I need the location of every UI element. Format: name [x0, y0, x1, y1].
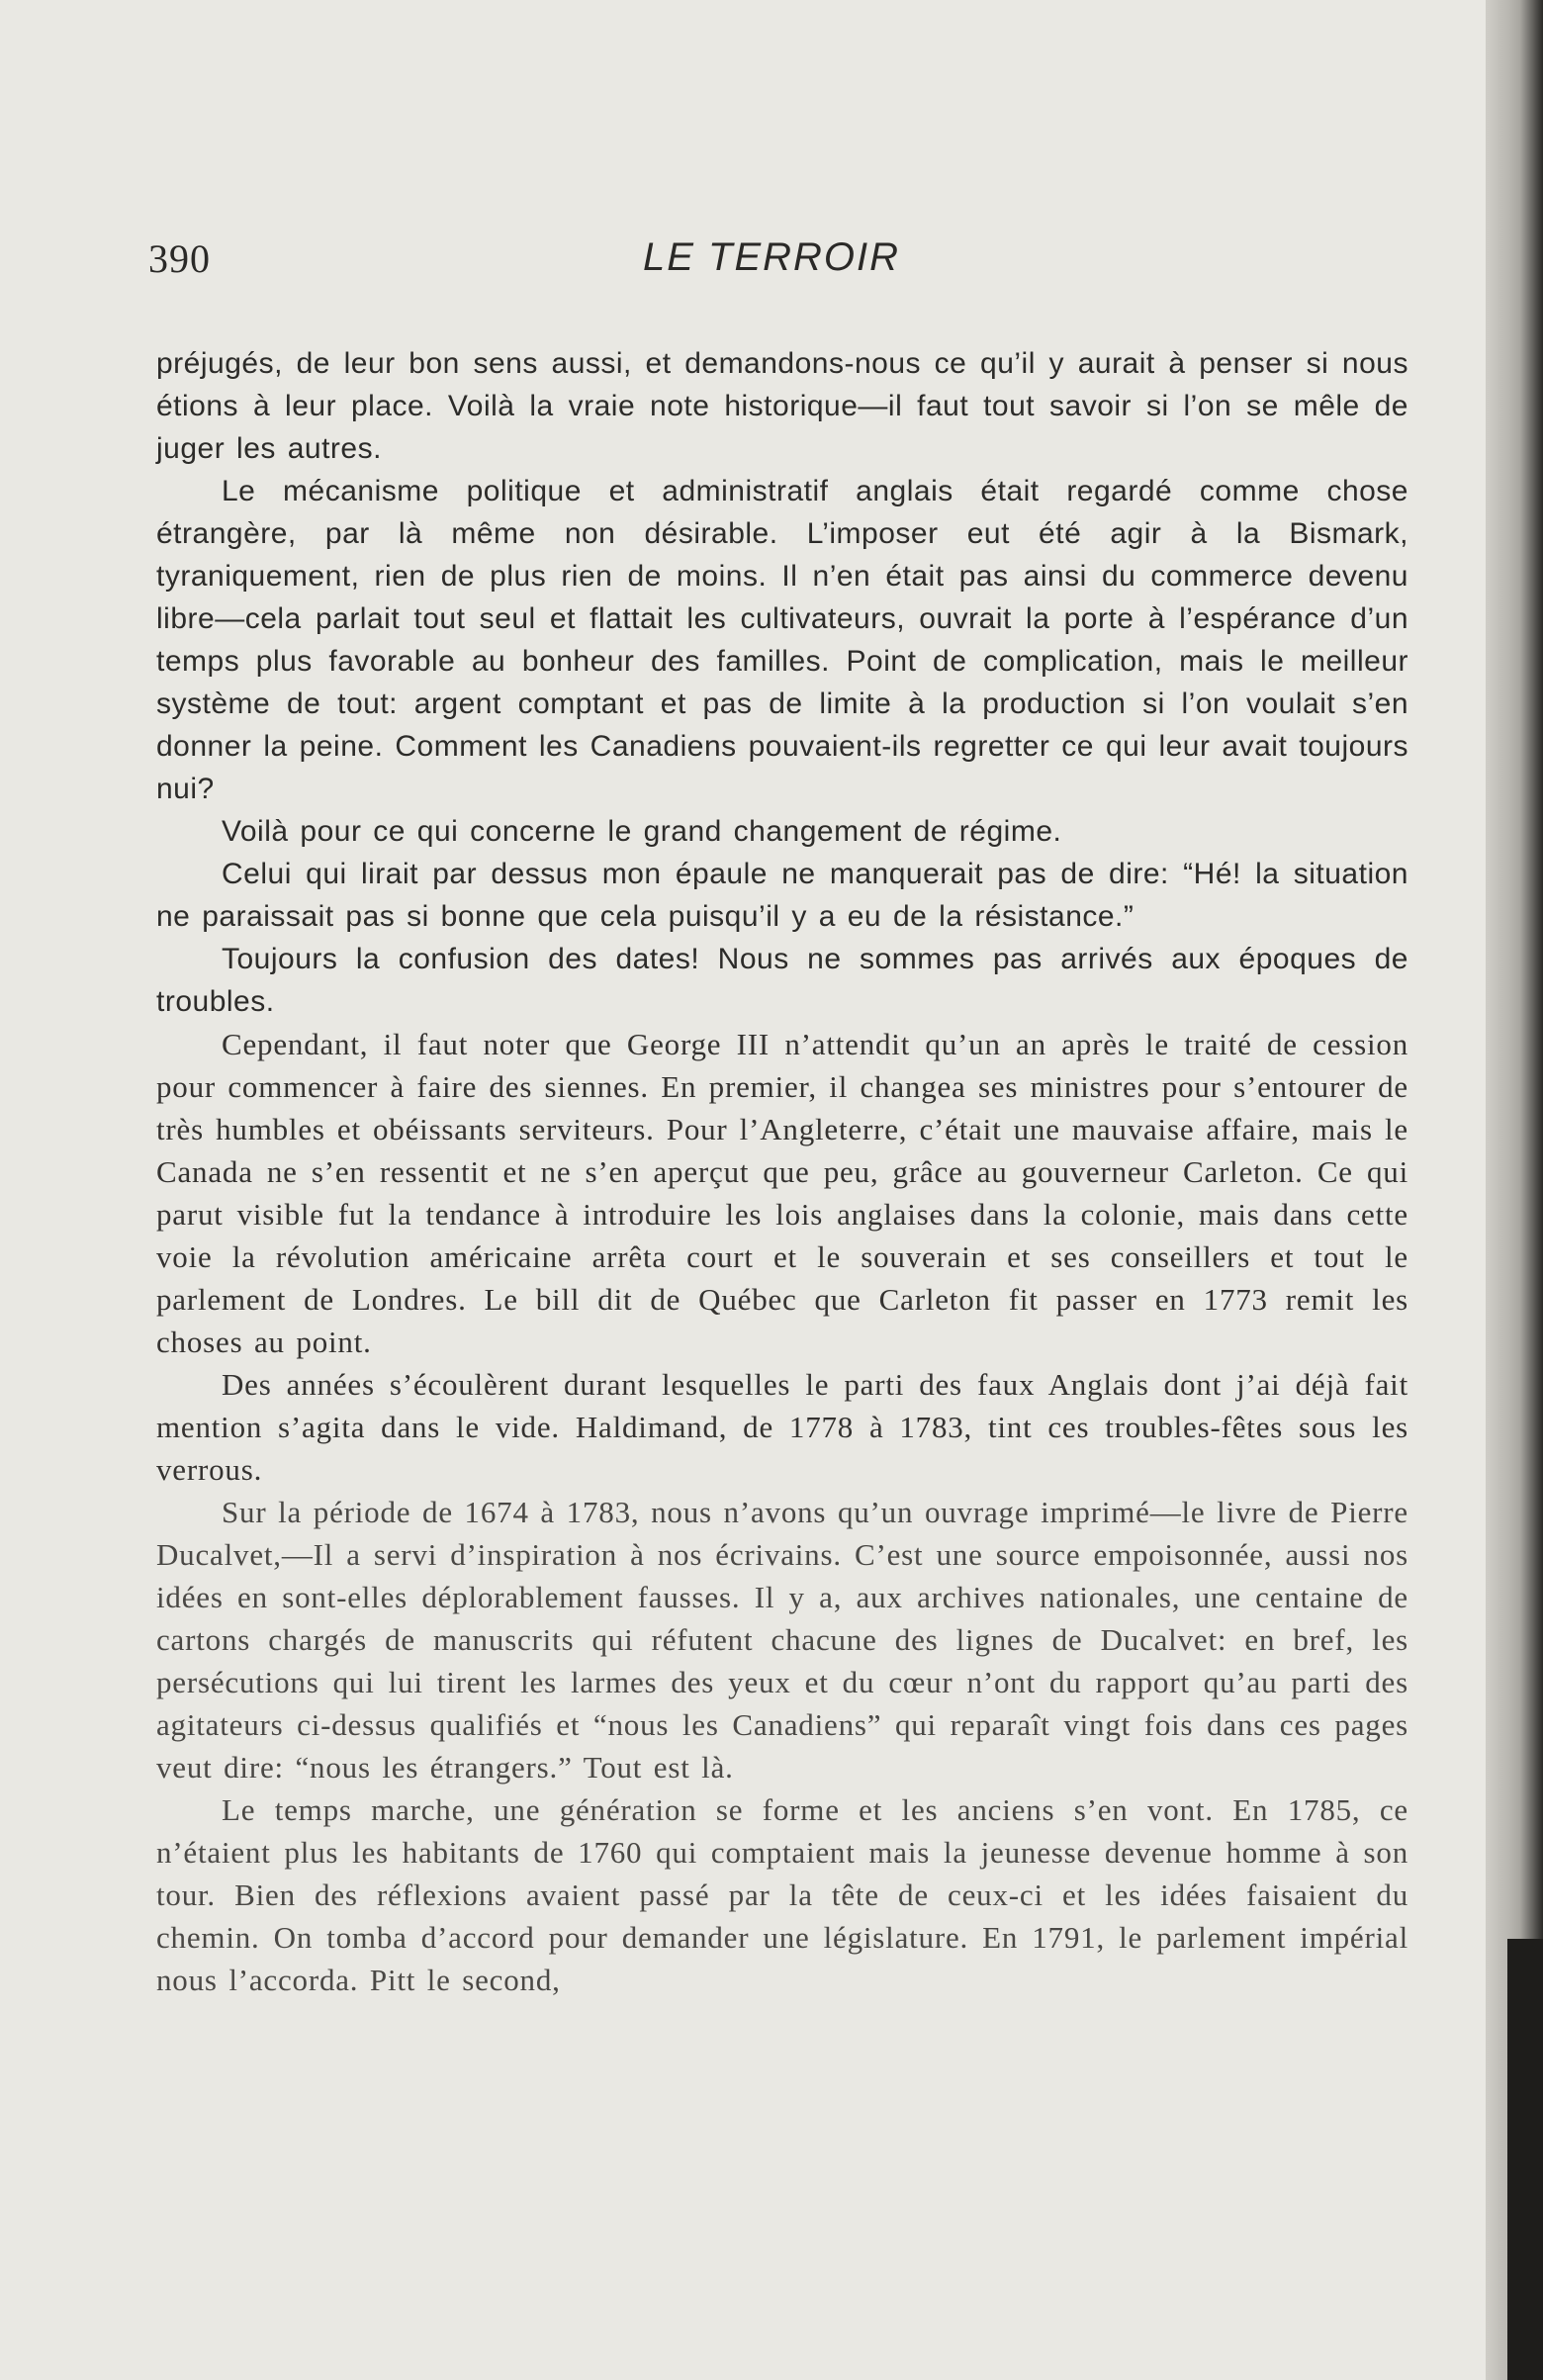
paragraph: Le temps marche, une génération se forme et les anciens s’en vont. En 1785, ce n’étaient plus les habitants de 1760 qui comptaient mais la jeunesse devenue homme à son tour. Bien des réflexions avaient passé par la tête de ceux-ci et les idées faisaient du chemin. On tomba d’accord pour demander une législature. En 1791, le parlement impérial nous l’accorda. Pitt le second,: [156, 1792, 1408, 1997]
paragraph: Voilà pour ce qui concerne le grand changement de régime.: [222, 815, 1062, 848]
paragraph: Sur la période de 1674 à 1783, nous n’avons qu’un ouvrage imprimé—le livre de Pierre Ducalvet,—Il a servi d’inspiration à nos écrivains. C’est une source empoisonnée, aussi nos idées en sont-elles déplorablement fausses. Il y a, aux archives nationales, une centaine de cartons chargés de manuscrits qui réfutent chacune des lignes de Ducalvet: en bref, les persécutions qui lui tirent les larmes des yeux et du cœur n’ont du rapport qu’au parti des agitateurs ci-dessus qualifiés et “nous les Canadiens” qui reparaît vingt fois dans ces pages veut dire: “nous les étrangers.” Tout est là.: [156, 1495, 1408, 1785]
paragraph: Celui qui lirait par dessus mon épaule ne manquerait pas de dire: “Hé! la situation ne paraissait pas si bonne que cela puisqu’il y a eu de la résistance.”: [156, 858, 1408, 933]
page-number: 390: [148, 236, 211, 281]
paragraph: Le mécanisme politique et administratif anglais était regardé comme chose étrangère, par là même non désirable. L’imposer eut été agir à la Bismark, tyraniquement, rien de plus rien de moins. Il n’en était pas ainsi du commerce devenu libre—cela parlait tout seul et flattait les cultivateurs, ouvrait la porte à l’espérance d’un temps plus favorable au bonheur des familles. Point de complication, mais le meilleur système de tout: argent comptant et pas de limite à la production si l’on voulait s’en donner la peine. Comment les Canadiens pouvaient-ils regretter ce qui leur avait toujours nui?: [156, 475, 1408, 805]
paragraph: Cependant, il faut noter que George III n’attendit qu’un an après le traité de cession pour commencer à faire des siennes. En premier, il changea ses ministres pour s’entourer de très humbles et obéissants serviteurs. Pour l’Angleterre, c’était une mauvaise affaire, mais le Canada ne s’en ressentit et ne s’en aperçut que peu, grâce au gouverneur Carleton. Ce qui parut visible fut la tendance à introduire les lois anglaises dans la colonie, mais dans cette voie la révolution américaine arrêta court et le souverain et ses conseillers et tout le parlement de Londres. Le bill dit de Québec que Carleton fit passer en 1773 remit les choses au point.: [156, 1027, 1408, 1359]
page-edge-dark: [1507, 1939, 1543, 2380]
body-text: [156, 342, 1408, 2001]
paragraph: Des années s’écoulèrent durant lesquelles le parti des faux Anglais dont j’ai déjà fait mention s’agita dans le vide. Haldimand, de 1778 à 1783, tint ces troubles-fêtes sous les verrous.: [156, 1367, 1408, 1487]
page-header: [0, 235, 1496, 295]
paragraph: Toujours la confusion des dates! Nous ne sommes pas arrivés aux époques de troubles.: [156, 943, 1408, 1018]
running-title: LE TERROIR: [643, 235, 901, 279]
paragraph: préjugés, de leur bon sens aussi, et demandons-nous ce qu’il y aurait à penser si nous étions à leur place. Voilà la vraie note historique—il faut tout savoir si l’on se mêle de juger les autres.: [156, 347, 1408, 465]
